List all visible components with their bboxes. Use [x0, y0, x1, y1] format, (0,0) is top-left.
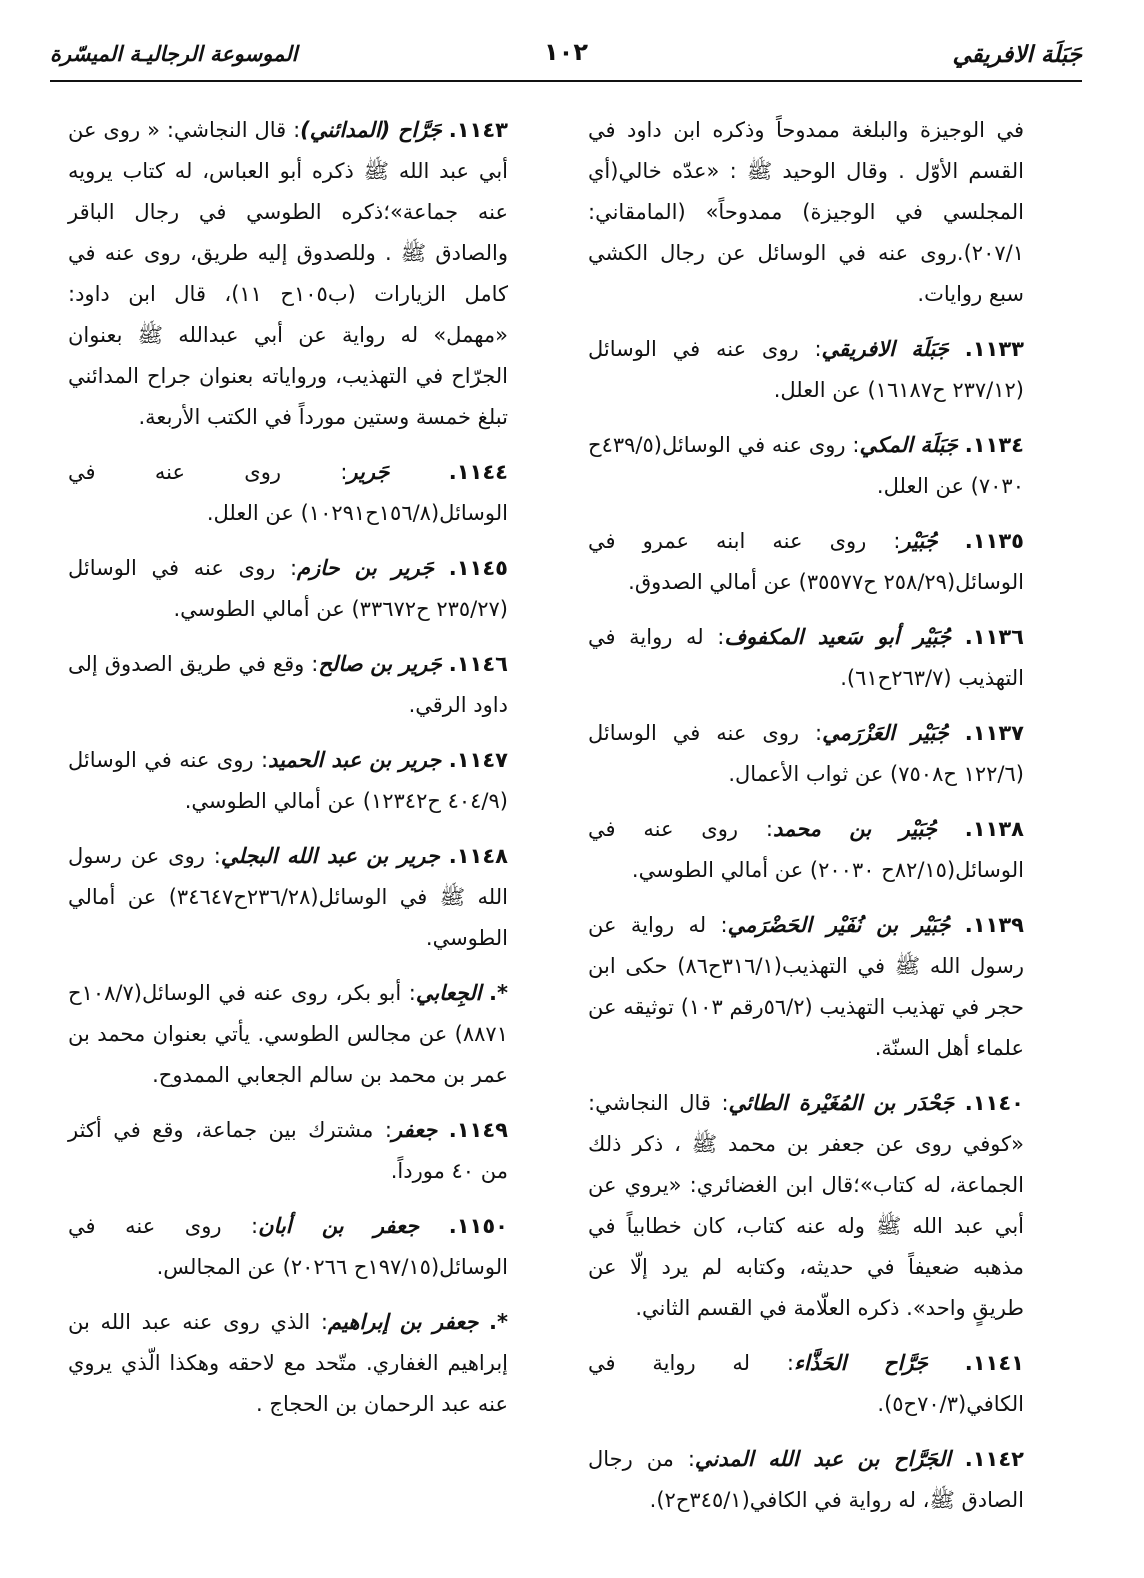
entry-text: : روى عنه في الوسائل(١٥٦/٨ح١٠٢٩١) عن العلل. — [68, 460, 508, 525]
running-head-entry: جَبَلَة الافريقي — [952, 42, 1082, 68]
biographical-entry — [588, 617, 1024, 699]
entry-name: جُبَيْر أبو سَعيد المكفوف — [724, 625, 952, 649]
entry-name: جَرَّاح الحَذَّاء — [793, 1351, 928, 1375]
entry-name: جَرير — [347, 460, 390, 484]
entry-name: جَرَّاح (المدائني) — [300, 118, 442, 142]
entry-text: : روى عنه في الوسائل(٤٣٩/٥ح ٧٠٣٠) عن العلل. — [588, 433, 1024, 498]
biographical-entry — [68, 740, 508, 822]
running-head-book-title: الموسوعة الرجاليـة الميسّرة — [50, 42, 298, 66]
page-number: ١٠٢ — [544, 38, 588, 66]
entry-name: جرير بن عبد الحميد — [268, 748, 442, 772]
entry-number: ١١٣٣. — [964, 337, 1024, 361]
entry-name: جعفر — [391, 1118, 438, 1142]
entry-text: : وقع في طريق الصدوق إلى داود الرقي. — [68, 652, 508, 717]
entry-number: ١١٤٩. — [448, 1118, 508, 1142]
biographical-entry — [588, 425, 1024, 507]
entry-number: ١١٣٥. — [964, 529, 1024, 553]
biographical-entry — [588, 1083, 1024, 1329]
entry-text: : له رواية عن رسول الله ﷺ في التهذيب(٣١٦/١ح٨٦) حكى ابن حجر في تهذيب التهذيب (٥٦/٢رقم ١٠٣) توثيقه عن علماء أهل السنّة. — [588, 913, 1024, 1060]
biographical-entry — [68, 836, 508, 959]
entry-name: الجِعابي — [415, 981, 482, 1005]
biographical-entry — [68, 548, 508, 630]
entry-number: ١١٣٤. — [964, 433, 1024, 457]
entry-text: : روى عنه في الوسائل(٨٢/١٥ح ٢٠٠٣٠) عن أمالي الطوسي. — [588, 817, 1024, 882]
entry-name: جُبَيْر بن نُفَيْر الحَضْرَمي — [727, 913, 951, 937]
biographical-entry — [588, 713, 1024, 795]
entry-number: ١١٤٣. — [448, 118, 508, 142]
entry-number: *. — [489, 1310, 508, 1334]
biographical-entry — [68, 644, 508, 726]
biographical-entry — [68, 452, 508, 534]
entry-text: : أبو بكر، روى عنه في الوسائل(١٠٨/٧ح ٨٨٧١) عن مجالس الطوسي. يأتي بعنوان محمد بن عمر بن محمد بن سالم الجعابي الممدوح. — [68, 981, 508, 1087]
entry-number: ١١٤١. — [964, 1351, 1024, 1375]
entry-number: *. — [489, 981, 508, 1005]
biographical-entry — [68, 1206, 508, 1288]
entry-text: : له رواية في الكافي(٧٠/٣ح٥). — [588, 1351, 1024, 1416]
entry-text: : روى عنه في الوسائل (٢٣٥/٢٧ ح٣٣٦٧٢) عن أمالي الطوسي. — [68, 556, 508, 621]
entry-name: جُبَيْر — [900, 529, 938, 553]
entry-name: الجَرَّاح بن عبد الله المدني — [694, 1447, 951, 1471]
left-column — [68, 110, 508, 1439]
entry-name: جعفر بن إبراهيم — [328, 1310, 479, 1334]
biographical-entry — [588, 521, 1024, 603]
entry-number: ١١٤٨. — [448, 844, 508, 868]
entry-number: ١١٤٤. — [448, 460, 508, 484]
biographical-entry — [588, 1439, 1024, 1521]
entry-name: جَحْدَر بن المُغَيْرة الطائي — [728, 1091, 955, 1115]
biographical-entry — [588, 905, 1024, 1069]
entry-number: ١١٣٦. — [964, 625, 1024, 649]
entry-name: جعفر بن أبان — [258, 1214, 420, 1238]
entry-name: جَبَلَة المكي — [859, 433, 958, 457]
entry-text: : مشترك بين جماعة، وقع في أكثر من ٤٠ مورداً. — [68, 1118, 508, 1183]
entry-text: في الوجيزة والبلغة ممدوحاً وذكره ابن داود في القسم الأوّل . وقال الوحيد ﷺ : «عدّه خالي(أي المجلسي في الوجيزة) ممدوحاً» (المامقاني: ٢٠٧/١).روى عنه في الوسائل عن رجال الكشي سبع روايات. — [588, 118, 1024, 306]
entry-text: : روى عنه في الوسائل (١٢٢/٦ ح٧٥٠٨) عن ثواب الأعمال. — [588, 721, 1024, 786]
biographical-entry — [588, 110, 1024, 315]
entry-name: جَبَلَة الافريقي — [821, 337, 949, 361]
entry-name: جرير بن عبد الله البجلي — [220, 844, 440, 868]
entry-number: ١١٤٥. — [448, 556, 508, 580]
entry-number: ١١٤٦. — [448, 652, 508, 676]
entry-name: جَرير بن صالح — [318, 652, 442, 676]
entry-number: ١١٤٢. — [964, 1447, 1024, 1471]
entry-number: ١١٤٠. — [964, 1091, 1024, 1115]
biographical-entry — [68, 1302, 508, 1425]
entry-number: ١١٣٩. — [964, 913, 1024, 937]
entry-name: جُبَيْر بن محمد — [772, 817, 937, 841]
page-header — [50, 30, 1082, 82]
entry-text: : من رجال الصادق ﷺ، له رواية في الكافي(٣٤٥/١ح٢). — [588, 1447, 1024, 1512]
entry-text: : له رواية في التهذيب (٢٦٣/٧ح٦١). — [588, 625, 1024, 690]
entry-text: : قال النجاشي: «كوفي روى عن جعفر بن محمد ﷺ ، ذكر ذلك الجماعة، له كتاب»؛قال ابن الغضائري: «يروي عن أبي عبد الله ﷺ وله عنه كتاب، كان خطابياً في مذهبه ضعيفاً في حديثه، وكتابه لم يرد إلّا عن طريقٍ واحد». ذكره العلّامة في القسم الثاني. — [588, 1091, 1024, 1320]
entry-number: ١١٥٠. — [448, 1214, 508, 1238]
entry-number: ١١٤٧. — [448, 748, 508, 772]
entry-text: : روى عنه في الوسائل (٢٣٧/١٢ ح١٦١٨٧) عن العلل. — [588, 337, 1024, 402]
biographical-entry — [588, 809, 1024, 891]
entry-name: جَرير بن حازم — [297, 556, 435, 580]
entry-text: : روى عنه في الوسائل(١٩٧/١٥ح ٢٠٢٦٦) عن المجالس. — [68, 1214, 508, 1279]
entry-text: : روى عنه في الوسائل (٤٠٤/٩ ح١٢٣٤٢) عن أمالي الطوسي. — [68, 748, 508, 813]
biographical-entry — [588, 329, 1024, 411]
entry-text: : روى عنه ابنه عمرو في الوسائل(٢٥٨/٢٩ ح٣٥٥٧٧) عن أمالي الصدوق. — [588, 529, 1024, 594]
entry-text: : قال النجاشي: « روى عن أبي عبد الله ﷺ ذكره أبو العباس، له كتاب يرويه عنه جماعة»؛ذكره الطوسي في رجال الباقر والصادق ﷺ . وللصدوق إليه طريق، روى عنه في كامل الزيارات (ب١٠٥ح ١١)، قال ابن داود: «مهمل» له رواية عن أبي عبدالله ﷺ بعنوان الجرّاح في التهذيب، ورواياته بعنوان جراح المدائني تبلغ خمسة وستين مورداً في الكتب الأربعة. — [68, 118, 509, 429]
entry-number: ١١٣٧. — [964, 721, 1024, 745]
biographical-entry — [68, 110, 508, 438]
entry-text: : الذي روى عنه عبد الله بن إبراهيم الغفاري. متّحد مع لاحقه وهكذا الّذي يروي عنه عبد الرحمان بن الحجاج . — [68, 1310, 508, 1416]
entry-number: ١١٣٨. — [964, 817, 1024, 841]
biographical-entry — [68, 973, 508, 1096]
biographical-entry — [588, 1343, 1024, 1425]
biographical-entry — [68, 1110, 508, 1192]
entry-text: : روى عن رسول الله ﷺ في الوسائل(٢٣٦/٢٨ح٣٤٦٤٧) عن أمالي الطوسي. — [68, 844, 508, 950]
right-column — [588, 110, 1024, 1535]
entry-name: جُبَيْر العَزْرَمي — [822, 721, 949, 745]
